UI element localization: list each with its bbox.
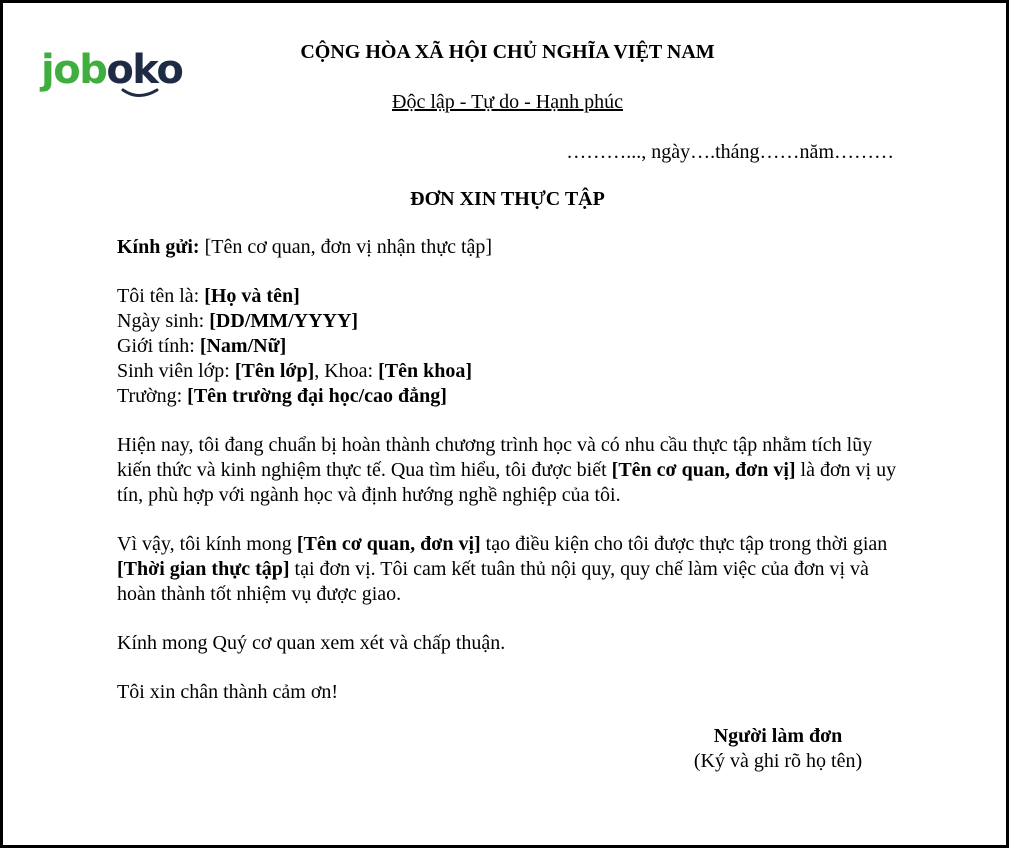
dob-label: Ngày sinh: <box>117 310 205 332</box>
paragraph-request-text-3: tại đơn vị. Tôi cam kết tuân thủ nội quy, quy chế làm việc của đơn vị và hoàn thành tốt nhiệm vụ được giao. <box>117 558 869 605</box>
name-line <box>117 284 907 309</box>
signature-note: (Ký và ghi rõ họ tên) <box>693 750 863 772</box>
paragraph-intro <box>117 433 907 508</box>
paragraph-request <box>117 532 907 607</box>
paragraph-intro-text-2: là đơn vị uy tín, phù hợp với ngành học và định hướng nghề nghiệp của tôi. <box>117 459 897 506</box>
paragraph-request-text-2: tạo điều kiện cho tôi được thực tập trong thời gian <box>480 533 888 555</box>
faculty-label: , Khoa: <box>314 360 374 382</box>
paragraph-request-text-1: Vì vậy, tôi kính mong <box>117 533 297 555</box>
paragraph-request-bold-1: [Tên cơ quan, đơn vị] <box>296 533 481 555</box>
document-body <box>117 235 907 705</box>
faculty-value: [Tên khoa] <box>378 360 473 382</box>
document-title: ĐƠN XIN THỰC TẬP <box>410 188 605 210</box>
school-value: [Tên trường đại học/cao đẳng] <box>187 385 447 407</box>
logo-text-green: job <box>41 47 107 93</box>
dob-line <box>117 309 907 334</box>
gender-label: Giới tính: <box>117 335 195 357</box>
paragraph-request-bold-2: [Thời gian thực tập] <box>117 558 290 580</box>
name-value: [Họ và tên] <box>204 285 300 307</box>
gender-value: [Nam/Nữ] <box>199 335 287 357</box>
paragraph-thanks: Tôi xin chân thành cảm ơn! <box>117 681 339 703</box>
recipient-label: Kính gửi: <box>117 236 200 258</box>
date-line: ………..., ngày….tháng……năm……… <box>566 141 894 163</box>
paragraph-intro-text-1: Hiện nay, tôi đang chuẩn bị hoàn thành chương trình học và có nhu cầu thực tập nhằm tích lũy kiến thức và kinh nghiệm thực tế. Qua tìm hiểu, tôi được biết <box>117 434 873 481</box>
school-line <box>117 384 907 409</box>
paragraph-intro-bold-1: [Tên cơ quan, đơn vị] <box>611 459 796 481</box>
national-title: CỘNG HÒA XÃ HỘI CHỦ NGHĨA VIỆT NAM <box>300 41 715 63</box>
recipient-line <box>117 235 907 260</box>
national-motto: Độc lập - Tự do - Hạnh phúc <box>392 91 623 113</box>
recipient-value: [Tên cơ quan, đơn vị nhận thực tập] <box>204 236 493 258</box>
class-line <box>117 359 907 384</box>
signature-title: Người làm đơn <box>713 725 843 747</box>
gender-line <box>117 334 907 359</box>
paragraph-approval: Kính mong Quý cơ quan xem xét và chấp thuận. <box>117 632 506 654</box>
dob-value: [DD/MM/YYYY] <box>209 310 359 332</box>
school-label: Trường: <box>117 385 183 407</box>
class-label: Sinh viên lớp: <box>117 360 230 382</box>
class-value: [Tên lớp] <box>234 360 315 382</box>
name-label: Tôi tên là: <box>117 285 200 307</box>
logo-text-navy: oko <box>106 47 183 93</box>
